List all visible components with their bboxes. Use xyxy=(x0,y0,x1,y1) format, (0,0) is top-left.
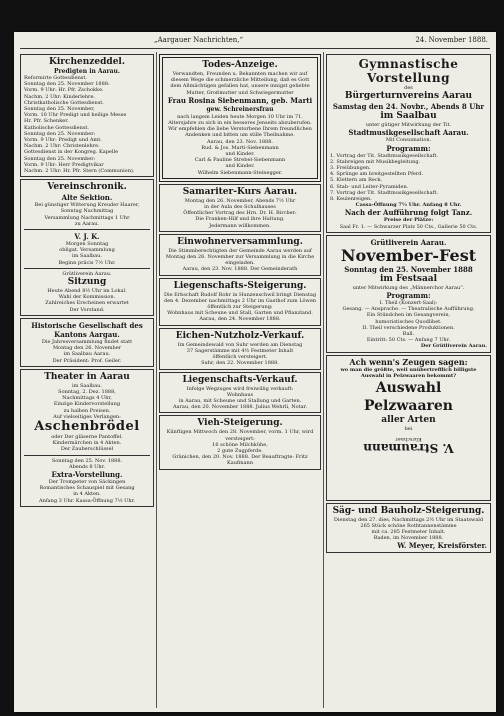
text-line: Suhr, den 22. November 1888. xyxy=(201,360,279,367)
text-line: Heute Abend 8½ Uhr im Lokal. xyxy=(47,288,127,295)
aschen-title: Aschenbrödel xyxy=(34,418,140,434)
text-line: Rud. & Jos. Marti-Siebenmann xyxy=(201,144,279,151)
text-line: Der Zauberschlüssel xyxy=(60,446,114,453)
nov-date: Sonntag den 25. November 1888 xyxy=(344,264,473,274)
column-divider xyxy=(156,52,157,708)
todes-text2 xyxy=(166,114,314,145)
text-line: 4. Sprünge am breitgestellten Pferd. xyxy=(330,171,424,178)
theater-title: Theater in Aarau xyxy=(44,371,130,382)
text-line: Sonntag, 2. Dez. 1888, xyxy=(58,388,116,395)
theater-lines xyxy=(24,389,150,420)
text-line: Sonntag den 25. November, xyxy=(24,106,95,113)
historische-ad xyxy=(20,318,154,367)
text-line: in 4 Akten. xyxy=(73,491,101,498)
text-line: Jedermann willkommen. xyxy=(209,222,271,229)
vorstand-line: Der Grütliverein Aarau. xyxy=(420,343,487,350)
text-line: Im Gemeindewald von Suhr werden am Dienstag xyxy=(177,341,303,348)
paper-date: 24. November 1888. xyxy=(415,36,488,44)
samariter-ad xyxy=(159,184,321,232)
alte-title: Alte Sektion. xyxy=(61,193,113,203)
gym-verein: Bürgerturnvereins Aarau xyxy=(344,91,473,102)
text-line: Hr. Pfr. Schenker. xyxy=(24,118,69,125)
tanz-line: Nach der Aufführung folgt Tanz. xyxy=(344,208,473,218)
page-header xyxy=(14,36,496,48)
text-line: II. Theil verschiedene Produktionen. xyxy=(362,324,455,331)
text-line: Vorm. 9 Uhr: Hr. Pfr. Zschokke. xyxy=(24,87,104,94)
november-title: November-Fest xyxy=(340,245,477,265)
einwohner-lines xyxy=(163,248,317,273)
text-line: Die Erbschaft Rudolf Rohr in Hunzenschwil bringt Dienstag den 4. Dezember nachmittags 2 Uhr im Gasthof zum Löwen öffentlich zur Steigerung: xyxy=(163,291,317,311)
text-line: Der Vorstand. xyxy=(69,306,105,313)
text-line: Auf vielseitiges Verlangen: xyxy=(53,413,121,420)
text-line: Sonntag den 25. November: xyxy=(24,155,96,162)
kasse-line: Anfang 3 Uhr. Kassa-Öffnung 7½ Uhr. xyxy=(39,497,135,504)
extra-lines xyxy=(24,479,150,498)
hist-title: Historische Gesellschaft des Kantons Aargau. xyxy=(31,320,143,339)
todes-family xyxy=(166,145,314,176)
text-line: Aarau, den 24. November 1888. xyxy=(199,316,281,323)
text-line: Abends 8 Uhr. xyxy=(69,463,105,470)
text-line: Die Franken-Hilf und ihre Haltung. xyxy=(195,216,285,223)
text-line: Beginn präcis 7½ Uhr. xyxy=(58,259,116,266)
eichen-lines xyxy=(163,342,317,367)
text-line: oder Der gläserne Pantoffel. xyxy=(51,433,123,440)
vieh-ad xyxy=(159,415,321,469)
gym-des: des xyxy=(404,85,413,91)
text-line: Verwandten, Freunden u. Bekannten machen wir auf diesem Wege die schmerzliche Mitteilung, daß es Gott dem Allmächtigen gefallen hat, unsere innigst geliebte Mutter, Großmutter und Schwiegermutter xyxy=(170,71,310,96)
text-line: Gottesdienst in der Kongreg. Kapelle xyxy=(24,149,119,156)
text-line: Katholische Gottesdienst. xyxy=(24,124,89,131)
preise-title: Preise der Plätze: xyxy=(383,217,434,224)
text-line: Morgen Sonntag xyxy=(65,241,109,248)
text-line: 3. Freiübungen. xyxy=(330,165,371,172)
prog2-head: I. Theil (Konzert-Saal): xyxy=(379,300,438,307)
text-line: Einzige Kindervorstellung xyxy=(53,401,121,408)
kirche-title: Kirchenzeddel. xyxy=(49,57,125,67)
text-line: Christkatholische Gottesdienst. xyxy=(24,99,104,106)
seal-sub: Kürschner xyxy=(395,436,422,443)
schwatz2-line: wo man die größte, weil unübertrefflich billigste Auswahl in Pelzwaaren bekommt? xyxy=(340,366,477,379)
text-line: Gesang. — Ansprache. — Theatralische Aufführung. xyxy=(342,306,475,313)
column-right xyxy=(326,52,491,708)
kirche-sub: Predigten in Aarau. xyxy=(54,68,120,75)
november-fest-ad xyxy=(326,235,491,353)
preise-line: Saal Fr. 1. — Schwarzer Platz 50 Cts., Gallerie 50 Cts. xyxy=(339,223,478,230)
text-line: in der Aula des Schulhauses xyxy=(204,204,276,211)
eichen-title: Eichen-Nutzholz-Verkauf. xyxy=(175,330,305,341)
column-middle xyxy=(159,52,321,708)
lieg-verkauf-title: Liegenschafts-Verkauf. xyxy=(182,374,298,385)
liegenschaft-lines xyxy=(163,292,317,323)
theater-sub: im Saalbau. xyxy=(72,382,102,389)
gym-musik: Stadtmusikgesellschaft Aarau. xyxy=(348,128,469,138)
text-line: obligat. Versammlung xyxy=(59,247,115,254)
schwatz-line: Ach wenn's Zeugen sagen: xyxy=(349,356,468,367)
text-line: 6. Stab- und Leiter-Pyramiden. xyxy=(330,183,409,190)
newspaper-page xyxy=(14,32,496,712)
kirche-lines xyxy=(24,75,150,174)
text-line: Wir empfehlen die liebe Verstorbene Ihrem freundlichen Andenken und bitten um stille Theilnahme. xyxy=(168,126,312,139)
text-line: Zahlreiches Erscheinen erwartet xyxy=(45,300,129,307)
text-line: nach langem Leiden heute Morgen 10 Uhr im 71. Altersjahre zu sich in ein besseres Jenseits abzuberufen. xyxy=(168,113,312,127)
saeg-title: Säg- und Bauholz-Steigerung. xyxy=(332,505,485,516)
text-line: Nachm. 2 Uhr: Christenlehre. xyxy=(24,143,100,150)
meyer-line: W. Meyer, Kreisförster. xyxy=(397,541,487,551)
auswahl-title: Auswahl Pelzwaaren xyxy=(364,380,453,415)
text-line: Vorm. 9 Uhr: Predigt und Amt. xyxy=(24,137,102,144)
header-rule xyxy=(20,48,490,49)
alte-lines xyxy=(24,202,150,227)
text-line: Aarau, den 20. November 1888. Julius Wehrli, Notar. xyxy=(172,404,308,411)
eichen-ad xyxy=(159,328,321,370)
text-line: Carl & Pauline Strebel-Siebenmann xyxy=(194,157,286,164)
samariter-lines xyxy=(163,198,317,229)
text-line: Vorm. 9 Uhr: Herr Predigtvikar xyxy=(24,161,104,168)
todes-title: Todes-Anzeige. xyxy=(202,60,278,70)
saeg-ad xyxy=(326,503,491,554)
kirchenzeddel-ad xyxy=(20,54,154,177)
text-line: 37 Sagerstämme mit 4½ Festmeter Inhalt xyxy=(186,347,294,354)
sonntag-lines xyxy=(24,458,150,470)
vereinschronik-ad xyxy=(20,179,154,316)
saeg-lines xyxy=(330,517,487,542)
hist-lines xyxy=(24,339,150,364)
text-line: Montag den 26. November, Abends 7½ Uhr xyxy=(184,197,296,204)
text-line: mit ca. 285 Festmeter Inhalt. xyxy=(371,529,446,536)
paper-name: „Aargauer Nachrichten,“ xyxy=(154,36,244,44)
theater-ad xyxy=(20,369,154,507)
text-line: Sonntag den 25. Nov. 1888. xyxy=(51,457,123,464)
lieg-verkauf-ad xyxy=(159,372,321,414)
text-line: zu Aarau. xyxy=(74,220,100,227)
text-line: im Saalbau. xyxy=(72,253,102,260)
text-line: Der Präsident: Prof. Geiler. xyxy=(52,357,122,364)
text-line: Reformirte Gottesdienst. xyxy=(24,75,87,81)
gymnastik-ad xyxy=(326,54,491,233)
sitzung-title: Sitzung xyxy=(67,277,107,288)
todes-anzeige xyxy=(159,54,321,182)
text-line: und Kinder. xyxy=(225,163,255,170)
vieh-title: Vieh-Steigerung. xyxy=(197,418,283,429)
text-line: Die Jahresversammlung findet statt xyxy=(41,338,133,345)
programm-title: Programm: xyxy=(386,143,431,153)
todes-gen: gew. Schreinersfrau xyxy=(206,105,274,113)
column-left xyxy=(20,52,154,708)
vjk-lines xyxy=(24,241,150,266)
text-line: Bei günstiger Witterung Kreuder Haarer, Sonntag Nachmittag xyxy=(34,202,140,215)
text-line: Nachm. 2 Uhr: Kinderlehre. xyxy=(24,93,95,100)
text-line: Aarau, den 23. Nov. 1888. xyxy=(207,138,273,145)
einwohner-title: Einwohnerversammlung. xyxy=(177,236,303,247)
text-line: Der Trompeter von Säckingen xyxy=(48,478,126,485)
text-line: Nachmittags 4 Uhr, xyxy=(62,395,112,402)
sitzung-lines xyxy=(24,288,150,313)
einwohner-ad xyxy=(159,234,321,276)
text-line: Romantisches Schauspiel mit Gesang xyxy=(39,485,135,492)
text-line: im Saalbau Aarau. xyxy=(63,351,111,358)
auswahl-sub: aller Arten xyxy=(381,415,436,426)
vjk-title: V. J. K. xyxy=(74,232,100,242)
text-line: und Kinder. xyxy=(225,151,255,158)
liegenschaft-title: Liegenschafts-Steigerung. xyxy=(173,280,307,291)
text-line: Wohnhaus xyxy=(226,391,254,398)
programm-list xyxy=(330,153,487,203)
text-line: Nachm. 2 Uhr: Hr. Pfr. Stern (Communion). xyxy=(24,168,135,175)
text-line: Wilhelm Siebenmann-Steinegger. xyxy=(197,169,283,176)
text-line: Wahl der Kommission. xyxy=(58,294,116,301)
vieh-lines xyxy=(163,429,317,466)
text-line: Ein Stündchen im Gesangverein, xyxy=(366,312,451,319)
gruetli-label: Grütliverein Aarau. xyxy=(62,270,112,277)
column-divider xyxy=(323,52,324,708)
liegenschaft-ad xyxy=(159,278,321,326)
nov-with: unter Mitwirkung des „Männerchor Aarau“. xyxy=(352,284,465,291)
entree-line: Eintritt: 50 Cts. — Anfang 7 Uhr. xyxy=(366,337,451,344)
samariter-title: Samariter-Kurs Aarau. xyxy=(182,186,298,197)
prog2-title: Programm: xyxy=(386,291,431,301)
gym-title: Gymnastische Vorstellung xyxy=(358,57,459,85)
text-line: öffentlich versteigert. xyxy=(212,354,268,361)
text-line: 1. Vortrag der Tit. Stadtmusikgesellschaft. xyxy=(330,152,439,159)
nov-place: im Festsaal xyxy=(379,273,438,284)
text-line: Dienstag den 27. dies, Nachmittags 2½ Uhr im Staatswald xyxy=(333,516,484,523)
cassa-line: Cassa-Öffnung 7½ Uhr. Anfang 8 Uhr. xyxy=(355,202,462,209)
text-line: Versammlung Nachmittags 1 Uhr xyxy=(44,214,130,221)
text-line: Sonntag den 25. November 1888: xyxy=(24,81,110,88)
todes-text xyxy=(166,71,314,96)
bei-label: bei xyxy=(404,426,413,433)
text-line: Infolge Wegzuges wird freiwillig verkauft: xyxy=(186,385,294,392)
text-line: Vorm. 10 Uhr Predigt und heilige Messe xyxy=(24,112,127,119)
lieg-verkauf-lines xyxy=(163,386,317,411)
pelzwaaren-ad xyxy=(326,355,491,501)
text-line: Wohnhaus mit Scheune und Stall, Garten und Pflanzland. xyxy=(167,310,313,317)
text-line: Künftigen Mittwoch den 28. November, vorm. 1 Uhr, wird versteigert: xyxy=(166,429,314,442)
gym-place: im Saalbau xyxy=(380,111,437,122)
text-line: zu halben Preisen. xyxy=(63,407,111,414)
text-line: 5. Klettern am Reck. xyxy=(330,177,383,184)
seal-rotated xyxy=(330,436,487,456)
text-line: 7. Vortrag der Tit. Stadtmusikgesellschaft. xyxy=(330,189,439,196)
text-line: 8. Keulenreigen. xyxy=(330,196,372,203)
text-line: Ball. xyxy=(402,331,415,338)
text-line: Gränichen, den 20. Nov. 1888. Der Beauftragte: Fritz Kaufmann xyxy=(172,454,308,467)
verein-title: Vereinschronik. xyxy=(47,182,127,193)
seal-name: V. Straumann xyxy=(363,441,454,456)
text-line: Sonntag den 25. November: xyxy=(24,130,96,137)
gym-mit: unter gütiger Mitwirkung der Tit. xyxy=(365,122,452,129)
todes-name: Frau Rosina Siebenmann, geb. Marti xyxy=(167,95,313,105)
text-line: 2. Stabreigen mit Musikbegleitung. xyxy=(330,158,421,165)
gruetli-label-2: Grütliverein Aarau. xyxy=(370,237,447,247)
text-line: 2 gute Zugpferde. xyxy=(217,447,263,454)
gym-date: Samstag den 24. Novbr., Abends 8 Uhr xyxy=(332,102,485,112)
text-line: Montag den 26. November xyxy=(52,345,122,352)
text-line: Baden, im November 1888. xyxy=(373,535,444,542)
text-line: in Aarau, mit Scheune und Stallung und Garten. xyxy=(178,397,302,404)
gym-cons: Mit Consumation. xyxy=(385,137,432,144)
aschen-lines xyxy=(24,434,150,453)
text-line: Aarau, den 23. Nov. 1888. Der Gemeinderath xyxy=(182,266,298,273)
prog2-list xyxy=(330,306,487,337)
text-line: Die Stimmberechtigten der Gemeinde Aarau werden auf Montag den 26. November zur Versammlung in die Kirche eingeladen. xyxy=(165,247,315,267)
text-line: humoristisches Quodlibet. xyxy=(375,318,442,325)
text-line: Öffentlicher Vortrag des Hrn. Dr. H. Bircher: xyxy=(183,210,297,217)
text-line: 16 schöne Milchkühe, xyxy=(212,441,268,448)
extra-title: Extra-Vorstellung. xyxy=(51,469,123,479)
text-line: Kindermärchen in 4 Akten. xyxy=(52,440,122,447)
text-line: 265 Stück schöne Rothtannenstämme xyxy=(360,522,457,529)
